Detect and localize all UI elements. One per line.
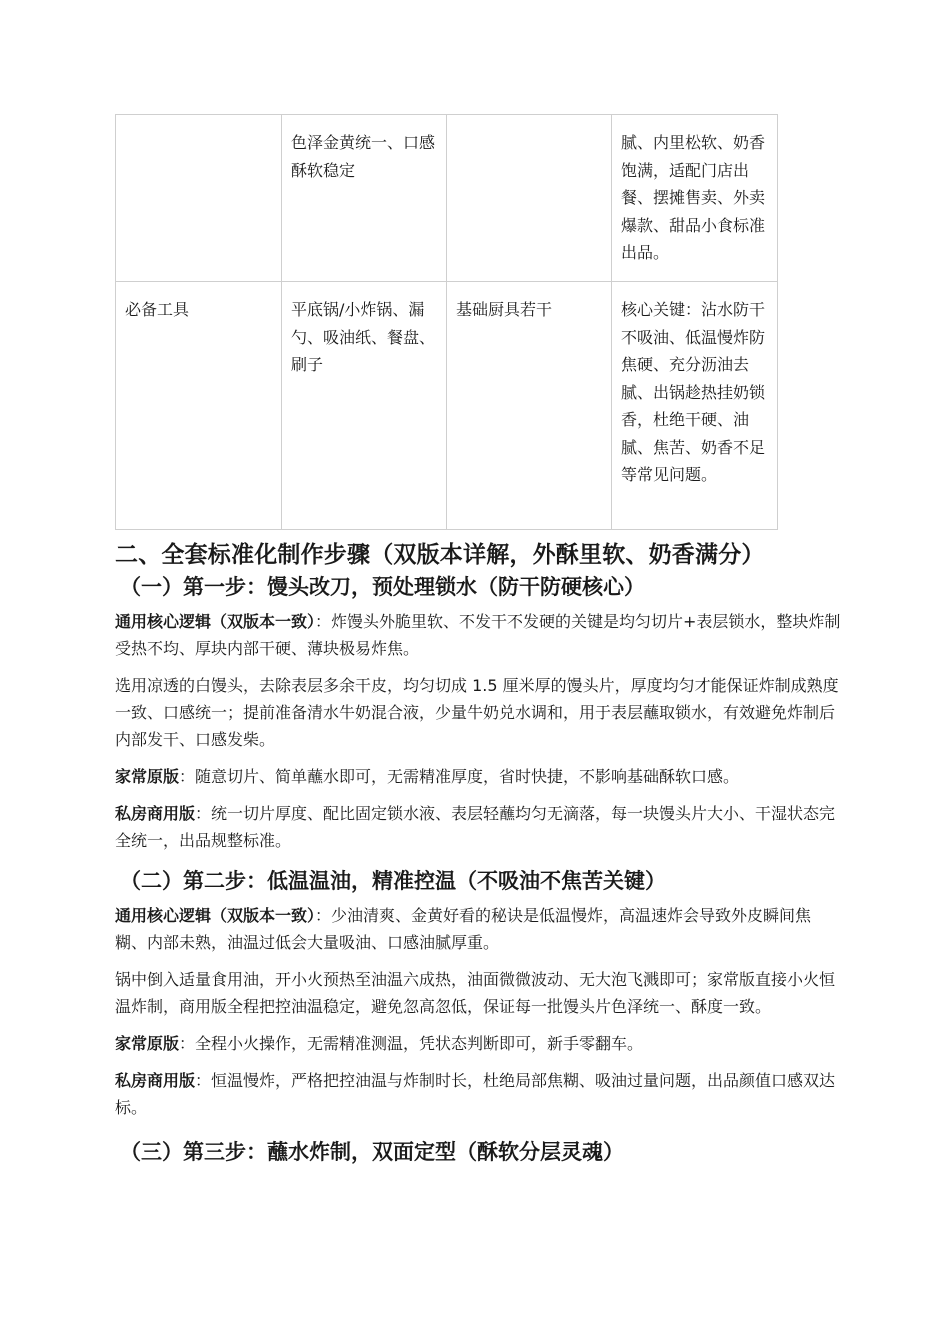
paragraph — [115, 902, 841, 956]
spec-table — [115, 114, 778, 530]
paragraph — [115, 1030, 841, 1057]
bold-label: 通用核心逻辑（双版本一致） — [115, 906, 316, 925]
paragraph — [115, 1067, 841, 1121]
table-row — [116, 115, 778, 282]
paragraph — [115, 800, 841, 854]
step-heading: （一）第一步：馒头改刀，预处理锁水（防干防硬核心） — [120, 575, 645, 599]
table-cell: 腻、内里松软、奶香饱满，适配门店出餐、摆摊售卖、外卖爆款、甜品小食标准出品。 — [612, 115, 778, 282]
table-cell: 核心关键：沾水防干不吸油、低温慢炸防焦硬、充分沥油去腻、出锅趁热挂奶锁香，杜绝干硬、油腻、焦苦、奶香不足等常见问题。 — [612, 282, 778, 530]
table-cell — [116, 115, 282, 282]
table-cell: 必备工具 — [116, 282, 282, 530]
paragraph-text: ：恒温慢炸，严格把控油温与炸制时长，杜绝局部焦糊、吸油过量问题，出品颜值口感双达标。 — [115, 1071, 836, 1117]
paragraph — [115, 608, 841, 662]
paragraph-text: ：全程小火操作，无需精准测温，凭状态判断即可，新手零翻车。 — [179, 1034, 644, 1053]
step-heading: （三）第三步：蘸水炸制，双面定型（酥软分层灵魂） — [120, 1140, 624, 1164]
document-body — [115, 528, 841, 1169]
table-cell: 基础厨具若干 — [447, 282, 612, 530]
step-heading: （二）第二步：低温温油，精准控温（不吸油不焦苦关键） — [120, 869, 666, 893]
bold-label: 私房商用版 — [115, 804, 196, 823]
table-cell: 平底锅/小炸锅、漏勺、吸油纸、餐盘、刷子 — [282, 282, 447, 530]
table-cell — [447, 115, 612, 282]
table-row — [116, 282, 778, 530]
bold-label: 家常原版 — [115, 1034, 180, 1053]
section-heading: 二、全套标准化制作步骤（双版本详解，外酥里软、奶香满分） — [115, 542, 765, 568]
bold-label: 家常原版 — [115, 767, 180, 786]
table-cell: 色泽金黄统一、口感酥软稳定 — [282, 115, 447, 282]
paragraph: 选用凉透的白馒头，去除表层多余干皮，均匀切成 1.5 厘米厚的馒头片，厚度均匀才能保证炸制成熟度一致、口感统一；提前准备清水牛奶混合液，少量牛奶兑水调和，用于表层蘸取锁水，有效避免炸制后内部发干、口感发柴。 — [115, 676, 839, 749]
paragraph-text: ：少油清爽、金黄好看的秘诀是低温慢炸，高温速炸会导致外皮瞬间焦糊、内部未熟，油温过低会大量吸油、口感油腻厚重。 — [115, 906, 812, 952]
paragraph-text: ：炸馒头外脆里软、不发干不发硬的关键是均匀切片+表层锁水，整块炸制受热不均、厚块内部干硬、薄块极易炸焦。 — [115, 612, 841, 658]
paragraph-text: ：随意切片、简单蘸水即可，无需精准厚度，省时快捷，不影响基础酥软口感。 — [179, 767, 740, 786]
bold-label: 通用核心逻辑（双版本一致） — [115, 612, 316, 631]
paragraph — [115, 763, 841, 790]
bold-label: 私房商用版 — [115, 1071, 196, 1090]
paragraph-text: ：统一切片厚度、配比固定锁水液、表层轻蘸均匀无滴落，每一块馒头片大小、干湿状态完全统一，出品规整标准。 — [115, 804, 836, 850]
paragraph: 锅中倒入适量食用油，开小火预热至油温六成热，油面微微波动、无大泡飞溅即可；家常版直接小火恒温炸制，商用版全程把控油温稳定，避免忽高忽低，保证每一批馒头片色泽统一、酥度一致。 — [115, 970, 836, 1016]
